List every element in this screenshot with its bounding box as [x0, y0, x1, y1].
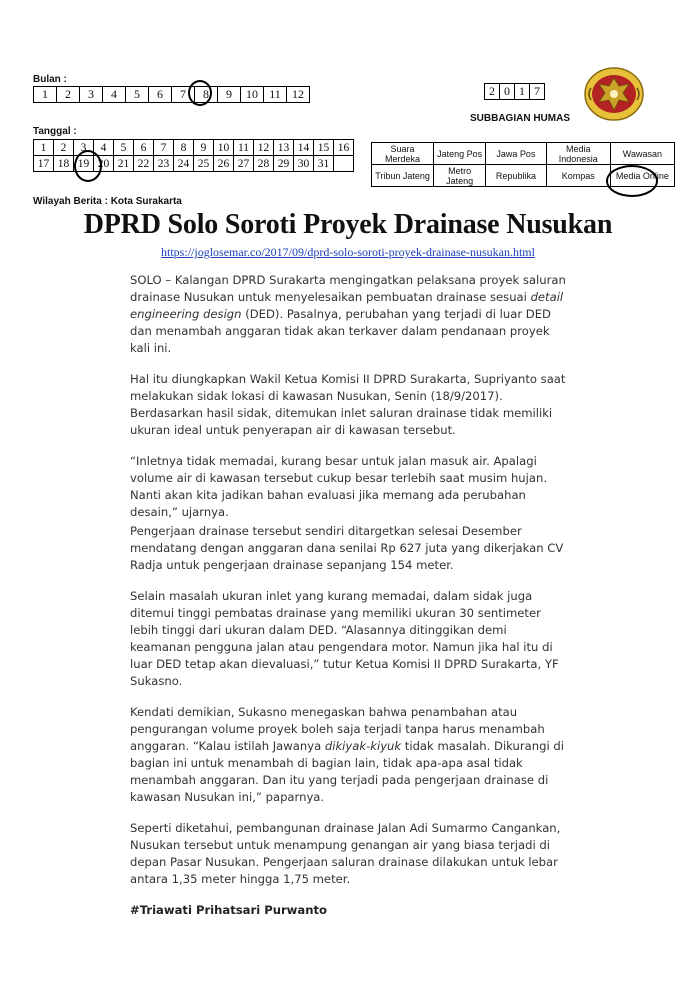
date-cell: 2 — [54, 140, 74, 156]
wilayah-label: Wilayah Berita : Kota Surakarta — [33, 196, 182, 207]
date-cell: 24 — [174, 156, 194, 172]
date-cell: 30 — [294, 156, 314, 172]
month-cell: 2 — [57, 87, 80, 103]
media-cell: Jawa Pos — [486, 143, 546, 165]
month-cell-selected: 9 — [218, 87, 241, 103]
media-cell: Republika — [486, 165, 546, 187]
article-paragraph: Selain masalah ukuran inlet yang kurang memadai, dalam sidak juga ditemui tinggi pembatas drainase yang memiliki ukuran 30 sentimeter lebih tinggi dari ukuran dalam DED. “Alasannya ditinggikan demi keamanan pengguna jalan atau pengendara motor. Namun jika hal itu di luar DED tetap akan dievaluasi,” tutur Ketua Komisi II DPRD Surakarta, YF Sukasno. — [130, 589, 559, 688]
date-cell: 14 — [294, 140, 314, 156]
date-cell-empty — [334, 156, 354, 172]
month-cell: 1 — [34, 87, 57, 103]
month-cell: 8 — [195, 87, 218, 103]
article-paragraph: Seperti diketahui, pembangunan drainase Jalan Adi Sumarmo Cangankan, Nusukan tersebut untuk menampung genangan air yang biasa terjadi di depan Pasar Nusukan. Pengerjaan saluran drainase dilakukan untuk lebar antara 1,35 meter hingga 1,75 meter. — [130, 821, 561, 886]
date-cell: 15 — [314, 140, 334, 156]
media-cell: Jateng Pos — [434, 143, 486, 165]
month-cell: 11 — [264, 87, 287, 103]
tanggal-label: Tanggal : — [33, 126, 77, 137]
bulan-label: Bulan : — [33, 74, 67, 85]
date-cell: 17 — [34, 156, 54, 172]
date-cell: 11 — [234, 140, 254, 156]
article-paragraph: “Inletnya tidak memadai, kurang besar untuk jalan masuk air. Apalagi volume air di kawasan tersebut cukup besar terlebih saat musim hujan. Nanti akan kita jadikan bahan evaluasi jika memang ada perubahan desain,” ujarnya. — [130, 454, 548, 519]
date-cell: 23 — [154, 156, 174, 172]
date-cell: 22 — [134, 156, 154, 172]
media-cell-selected: Media Online — [610, 165, 674, 187]
article-paragraph: SOLO – Kalangan DPRD Surakarta mengingatkan pelaksana proyek saluran drainase Nusukan untuk menyelesaikan pembuatan drainase sesuai detail engineering design (DED). Pasalnya, perubahan yang terjadi di luar DED dan menambah anggaran tidak akan terkaver dalam pendanaan proyek kali ini. — [130, 273, 566, 355]
year-digit: 1 — [515, 84, 530, 100]
date-cell: 13 — [274, 140, 294, 156]
date-cell: 7 — [154, 140, 174, 156]
garuda-emblem-icon — [583, 66, 645, 122]
date-cell: 3 — [74, 140, 94, 156]
media-cell: Wawasan — [610, 143, 674, 165]
article-paragraph: Hal itu diungkapkan Wakil Ketua Komisi II DPRD Surakarta, Supriyanto saat melakukan sidak lokasi di kawasan Nusukan, Senin (18/9/2017). Berdasarkan hasil sidak, ditemukan inlet saluran drainase tidak memiliki ukuran ideal untuk penyerapan air di kawasan tersebut. — [130, 372, 566, 437]
year-digit: 0 — [500, 84, 515, 100]
month-cell: 4 — [103, 87, 126, 103]
date-cell: 26 — [214, 156, 234, 172]
article-source-link[interactable]: https://joglosemar.co/2017/09/dprd-solo-soroti-proyek-drainase-nusukan.html — [161, 245, 535, 259]
date-cell: 18 — [54, 156, 74, 172]
date-cell: 8 — [174, 140, 194, 156]
media-cell: Kompas — [546, 165, 610, 187]
media-cell: Tribun Jateng — [372, 165, 434, 187]
media-cell: Media Indonesia — [546, 143, 610, 165]
month-cell: 6 — [149, 87, 172, 103]
date-selection-circle — [74, 150, 102, 182]
article-title: DPRD Solo Soroti Proyek Drainase Nusukan — [83, 209, 613, 240]
year-digit: 7 — [530, 84, 545, 100]
date-cell: 5 — [114, 140, 134, 156]
month-cell: 12 — [287, 87, 310, 103]
month-cell: 5 — [126, 87, 149, 103]
date-cell: 20 — [94, 156, 114, 172]
article-author: #Triawati Prihatsari Purwanto — [130, 903, 327, 917]
media-selection-circle — [606, 165, 658, 197]
date-cell: 31 — [314, 156, 334, 172]
month-selection-circle — [188, 80, 212, 106]
date-cell: 27 — [234, 156, 254, 172]
month-table — [33, 86, 310, 103]
year-digit: 2 — [485, 84, 500, 100]
date-cell: 21 — [114, 156, 134, 172]
date-cell: 12 — [254, 140, 274, 156]
date-cell: 28 — [254, 156, 274, 172]
media-cell: Metro Jateng — [434, 165, 486, 187]
date-cell: 4 — [94, 140, 114, 156]
article-body — [130, 272, 570, 933]
month-cell: 10 — [241, 87, 264, 103]
department-label: SUBBAGIAN HUMAS — [470, 113, 570, 124]
date-cell: 9 — [194, 140, 214, 156]
date-cell: 1 — [34, 140, 54, 156]
date-cell-selected: 19 — [74, 156, 94, 172]
article-paragraph: Kendati demikian, Sukasno menegaskan bahwa penambahan atau pengurangan volume proyek boleh saja terjadi tanpa harus menambah anggaran. “Kalau istilah Jawanya dikiyak-kiyuk tidak masalah. Dikurangi di bagian ini untuk menambah di bagian lain, tidak apa-apa asal tidak menambah anggaran. Dan itu yang terjadi pada pengerjaan drainase di kawasan Nusukan ini,” paparnya. — [130, 705, 564, 804]
media-cell: Suara Merdeka — [372, 143, 434, 165]
article-paragraph: Pengerjaan drainase tersebut sendiri ditargetkan selesai Desember mendatang dengan anggaran dana senilai Rp 627 juta yang dikerjakan CV Radja untuk pengerjaan drainase sepanjang 154 meter. — [130, 524, 564, 572]
date-cell: 6 — [134, 140, 154, 156]
date-cell: 25 — [194, 156, 214, 172]
month-cell: 3 — [80, 87, 103, 103]
date-cell: 16 — [334, 140, 354, 156]
year-table — [484, 83, 545, 100]
month-cell: 7 — [172, 87, 195, 103]
date-cell: 29 — [274, 156, 294, 172]
date-cell: 10 — [214, 140, 234, 156]
